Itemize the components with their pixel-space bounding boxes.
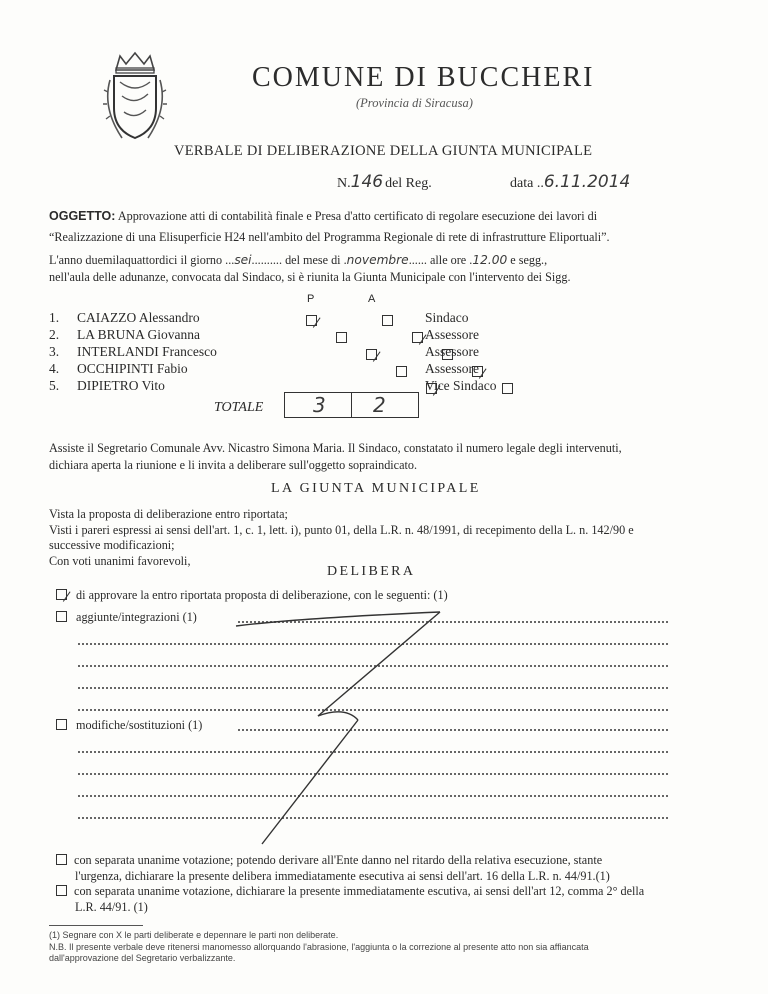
delibera-heading: DELIBERA — [327, 564, 416, 579]
member-role: Assessore — [425, 361, 479, 376]
council-member-row — [49, 378, 165, 394]
meeting-text-d: e segg., — [507, 253, 548, 267]
footnote-divider — [49, 925, 143, 926]
footnote-2: N.B. Il presente verbale deve ritenersi manomesso allorquando l'abrasione, l'aggiunta o la correzione al presente atto non sia affiancata — [49, 941, 589, 952]
date-value: 6.11.2014 — [543, 172, 631, 192]
column-header-absent: A — [368, 293, 376, 305]
crest-icon — [102, 50, 168, 144]
council-member-row — [49, 344, 217, 360]
secretary-line-1: Assiste il Segretario Comunale Avv. Nicastro Simona Maria. Il Sindaco, constatato il numero legale degli intervenuti, — [49, 441, 622, 455]
absent-checkbox[interactable] — [382, 315, 393, 326]
present-checkbox[interactable] — [396, 366, 407, 377]
council-member-row — [49, 327, 200, 343]
giunta-paragraph — [49, 507, 739, 569]
approve-option-label: di approvare la entro riportata proposta di deliberazione, con le seguenti: (1) — [76, 588, 448, 602]
modifiche-dotted-leader — [238, 729, 668, 731]
meeting-hour: 12.00 — [472, 253, 508, 267]
member-number: 1. — [49, 310, 60, 325]
giunta-line-4: Con voti unanimi favorevoli, — [49, 553, 191, 568]
aggiunte-option-label: aggiunte/integrazioni (1) — [76, 610, 197, 624]
aggiunte-dotted-line — [78, 665, 668, 667]
total-box — [284, 392, 419, 418]
total-divider — [351, 393, 352, 417]
modifiche-dotted-line — [78, 773, 668, 775]
approve-checkbox[interactable] — [56, 589, 67, 600]
member-number: 2. — [49, 327, 60, 342]
giunta-line-3: successive modificazioni; — [49, 538, 175, 552]
meeting-text-b: del mese di . — [282, 253, 347, 267]
aggiunte-dotted-line — [78, 643, 668, 645]
meeting-line-2: nell'aula delle adunanze, convocata dal Sindaco, si è riunita la Giunta Municipale con l'intervento dei Sigg. — [49, 270, 571, 284]
urgency-12-line-1: con separata unanime votazione, dichiarare la presente immediatamente escutiva, ai sensi dell'art 12, comma 2° della — [74, 884, 645, 898]
modifiche-dotted-line — [78, 795, 668, 797]
member-role: Vice Sindaco — [425, 378, 497, 393]
aggiunte-dotted-leader — [238, 621, 668, 623]
meeting-text-a: L'anno duemilaquattordici il giorno ... — [49, 253, 235, 267]
oggetto-line-2: “Realizzazione di una Elisuperficie H24 nell'ambito del Programma Regionale di rete di infrastrutture Eliportuali”. — [49, 230, 610, 244]
urgency-12-line-2: L.R. 44/91. (1) — [75, 899, 148, 914]
absent-checkbox[interactable] — [412, 332, 423, 343]
present-checkbox[interactable] — [336, 332, 347, 343]
meeting-text-c: alle ore . — [426, 253, 473, 267]
giunta-line-1: Vista la proposta di deliberazione entro riportata; — [49, 507, 288, 521]
urgency-12-checkbox[interactable] — [56, 885, 67, 896]
giunta-line-2: Visti i pareri espressi ai sensi dell'art. 1, c. 1, lett. i), punto 01, della L.R. n. 48/1991, di recepimento della L. n. 142/90 e — [49, 522, 634, 537]
date-label: data .. — [510, 176, 544, 191]
member-number: 3. — [49, 344, 60, 359]
deliberation-date — [510, 172, 630, 192]
total-absent-value: 2 — [373, 393, 386, 417]
member-name: OCCHIPINTI Fabio — [77, 361, 188, 376]
footnote-3: dall'approvazione del Segretario verbalizzante. — [49, 953, 236, 963]
secretary-line-2: dichiara aperta la riunione e li invita a deliberare sull'oggetto sopraindicato. — [49, 458, 418, 472]
aggiunte-dotted-line — [78, 687, 668, 689]
aggiunte-dotted-line — [78, 709, 668, 711]
secretary-paragraph — [49, 440, 739, 474]
footnotes — [49, 930, 749, 965]
urgency-option-16 — [56, 853, 746, 884]
approve-option — [56, 588, 448, 603]
member-name: INTERLANDI Francesco — [77, 344, 217, 359]
document-type-heading: VERBALE DI DELIBERAZIONE DELLA GIUNTA MUNICIPALE — [174, 143, 593, 159]
present-checkbox[interactable] — [366, 349, 377, 360]
member-role: Assessore — [425, 344, 479, 359]
member-number: 4. — [49, 361, 60, 376]
council-member-row — [49, 310, 200, 326]
footnote-1: (1) Segnare con X le parti deliberate e depennare le parti non deliberate. — [49, 930, 339, 940]
reg-number-value: 146 — [350, 172, 384, 192]
total-label: TOTALE — [214, 400, 264, 415]
column-header-present: P — [307, 293, 315, 305]
page-title: COMUNE DI BUCCHERI — [252, 62, 595, 93]
meeting-day: sei — [234, 253, 252, 267]
modifiche-option-label: modifiche/sostituzioni (1) — [76, 718, 203, 732]
member-name: CAIAZZO Alessandro — [77, 310, 200, 325]
member-name: DIPIETRO Vito — [77, 378, 165, 393]
total-present-value: 3 — [313, 393, 326, 417]
municipal-crest — [102, 50, 168, 144]
absent-checkbox[interactable] — [502, 383, 513, 394]
registration-number — [337, 172, 432, 192]
member-role: Assessore — [425, 327, 479, 342]
oggetto-label: OGGETTO: — [49, 209, 116, 223]
reg-suffix: del Reg. — [385, 176, 432, 191]
member-number: 5. — [49, 378, 60, 393]
council-member-row — [49, 361, 188, 377]
modifiche-dotted-line — [78, 751, 668, 753]
member-name: LA BRUNA Giovanna — [77, 327, 200, 342]
urgency-16-line-1: con separata unanime votazione; potendo derivare all'Ente danno nel ritardo della relativa esecuzione, stante — [74, 853, 603, 867]
modifiche-checkbox[interactable] — [56, 719, 67, 730]
urgency-option-12 — [56, 884, 746, 915]
oggetto-line-1: Approvazione atti di contabilità finale e Presa d'atto certificato di regolare esecuzione dei lavori di — [117, 209, 598, 223]
modifiche-dotted-line — [78, 817, 668, 819]
meeting-info: L'anno duemilaquattordici il giorno ...sei.......... del mese di .novembre...... alle ore .12.00 e segg., nell'aula delle adunanze, convocata dal Sindaco, si è riunita la Giunta Municipale con l'intervento dei Sigg. — [49, 252, 729, 286]
member-role: Sindaco — [425, 310, 469, 325]
page-subtitle: (Provincia di Siracusa) — [356, 96, 473, 110]
urgency-16-checkbox[interactable] — [56, 854, 67, 865]
urgency-16-line-2: l'urgenza, dichiarare la presente delibera immediatamente esecutiva ai sensi dell'art. 16 della L.R. n. 44/91.(1) — [75, 868, 610, 883]
meeting-month: novembre — [346, 253, 409, 267]
modifiche-option — [56, 718, 202, 733]
present-checkbox[interactable] — [306, 315, 317, 326]
reg-prefix: N. — [337, 176, 351, 191]
oggetto-block — [49, 206, 729, 248]
aggiunte-checkbox[interactable] — [56, 611, 67, 622]
aggiunte-option — [56, 610, 197, 625]
giunta-heading: LA GIUNTA MUNICIPALE — [271, 481, 481, 496]
